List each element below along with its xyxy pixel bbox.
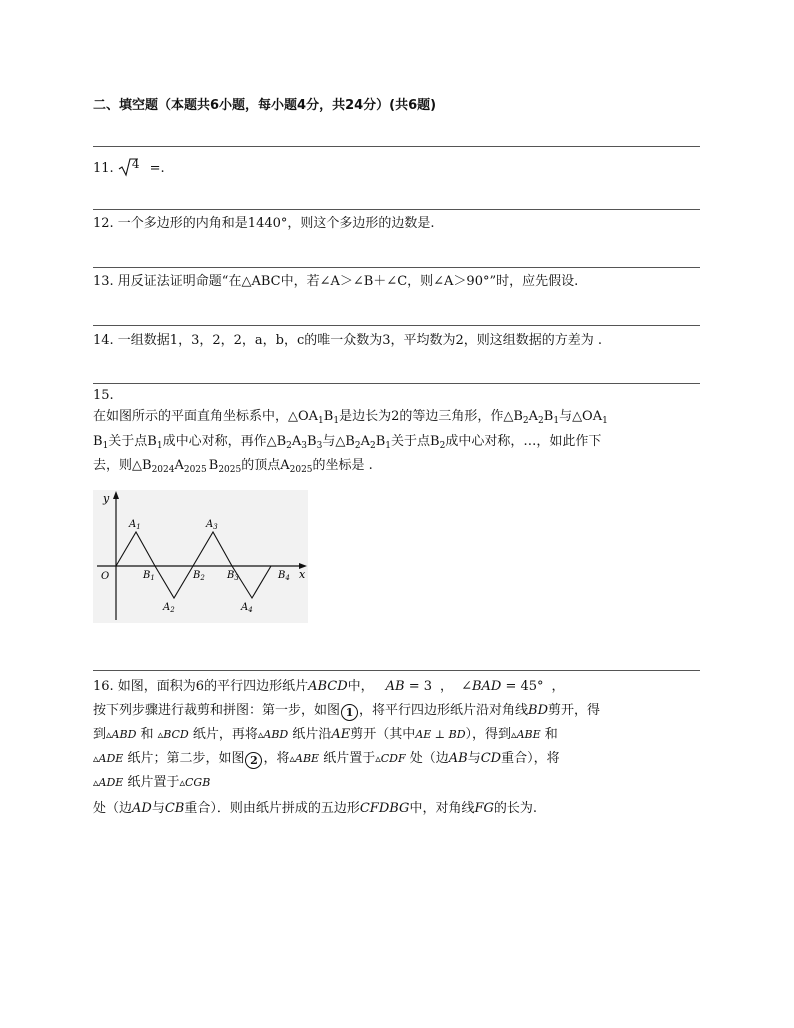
divider [93,325,700,326]
triangle-zigzag [116,532,271,598]
question-tail: =. [149,161,165,176]
circled-number-1: 1 [341,704,358,721]
label-A4: $A_4$ [241,602,253,614]
label-B2: $B_2$ [193,570,205,582]
question-14: 14. 一组数据1，3，2，2，a，b，c的唯一众数为3，平均数为2，则这组数据的方差为 . [93,333,603,348]
divider [93,146,700,147]
question-15-number: 15. [93,388,114,403]
y-axis-arrow-icon [113,491,119,499]
question-16-line-1: 16. 如图，面积为6的平行四边形纸片ABCD中， AB = 3 ， ∠BAD = 45° ， [93,679,565,694]
label-A2: $A_2$ [163,602,175,614]
label-A3: $A_3$ [206,519,218,531]
circled-number-2: 2 [245,752,262,769]
section-title: 二、填空题（本题共6小题，每小题4分，共24分）(共6题) [93,98,437,113]
question-15-line-2: $B_1$关于点$B_1$成中心对称，再作$\triangle B_2A_3B_3$与$\triangle B_2A_2B_1$关于点$B_2$成中心对称，…，如此作下 [93,434,602,451]
question-15-line-1: 在如图所示的平面直角坐标系中，$\triangle OA_1B_1$是边长为2的等边三角形，作$\triangle B_2A_2B_1$与$\triangle OA_1$ [93,409,608,426]
origin-label: O [101,571,110,582]
question-13: 13. 用反证法证明命题“在△ABC中，若∠A＞∠B＋∠C，则∠A＞90°”时，应先假设. [93,274,579,289]
question-16-line-6: 处（边AD与CB重合）．则由纸片拼成的五边形CFDBG中，对角线FG的长为. [93,801,537,816]
question-11 [93,157,165,179]
question-16-line-3: 到▵ABD 和 ▵BCD 纸片，再将▵ABD 纸片沿AE剪开（其中AE ⊥ BD），得到▵ABE 和 [93,727,558,742]
divider [93,267,700,268]
question-16-line-2: 按下列步骤进行裁剪和拼图：第一步，如图 1 ，将平行四边形纸片沿对角线BD剪开，得 [93,703,601,719]
y-label: y [103,492,110,505]
radicand: 4 [131,157,140,171]
sqrt-expression [118,157,146,179]
divider [93,209,700,210]
label-A1: $A_1$ [129,519,141,531]
question-12: 12. 一个多边形的内角和是1440°，则这个多边形的边数是. [93,216,435,231]
question-16-line-5: ▵ADE 纸片置于▵CGB [93,775,211,790]
question-15-line-3: 去，则$\triangle B_{2024}A_{2025}$ $B_{2025}$的顶点$A_{2025}$的坐标是 . [93,458,373,475]
question-16-line-4: ▵ADE 纸片；第二步，如图 2 ，将▵ABE 纸片置于▵CDF 处（边AB与CD重合），将 [93,751,560,767]
label-B4: $B_4$ [278,570,290,582]
zigzag-graph [93,490,308,623]
coordinate-figure [93,490,308,623]
label-B3: $B_3$ [227,570,239,582]
question-number: 11. [93,161,114,176]
divider [93,383,700,384]
x-label: x [299,568,306,581]
divider [93,670,700,671]
label-B1: $B_1$ [143,570,155,582]
